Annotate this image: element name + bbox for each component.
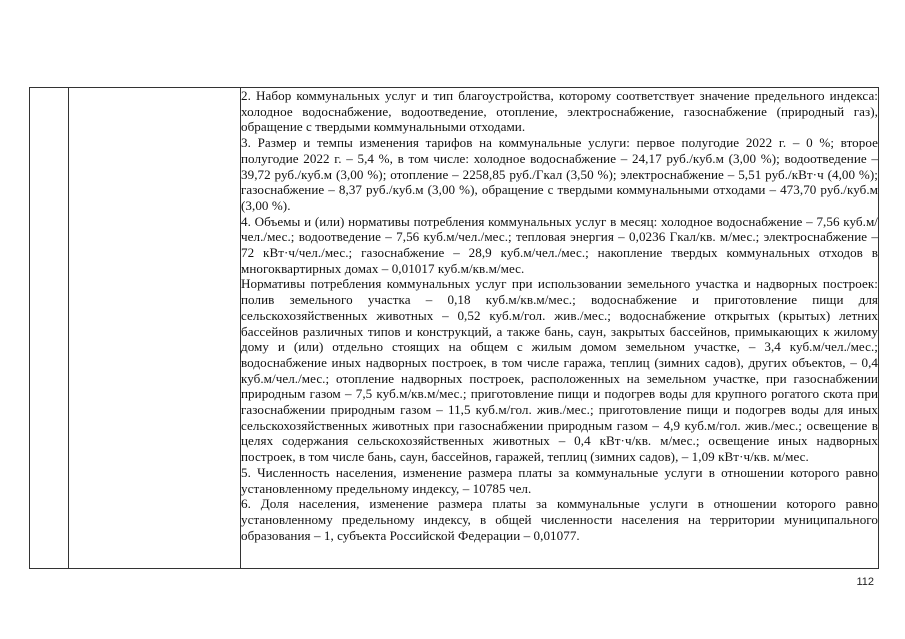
table-row [30, 88, 879, 569]
table-cell-content [241, 88, 879, 569]
paragraph-utility-set: 2. Набор коммунальных услуг и тип благоустройства, которому соответствует значение предельного индекса: холодное водоснабжение, водоотведение, отопление, электроснабжение, газоснабжение (природный газ), обращение с твердыми коммунальными отходами. [241, 88, 878, 135]
content-table [29, 87, 879, 569]
table-cell-number [30, 88, 69, 569]
paragraph-population-count: 5. Численность населения, изменение размера платы за коммунальные услуги в отношении которого равно установленному предельному индексу, – 10785 чел. [241, 464, 878, 496]
paragraph-population-share: 6. Доля населения, изменение размера платы за коммунальные услуги в отношении которого равно установленному предельному индексу, в общей численности населения на территории муниципального образования – 1, субъекта Российской Федерации – 0,01077. [241, 496, 878, 543]
paragraph-land-plot-norms: Нормативы потребления коммунальных услуг при использовании земельного участка и надворных построек: полив земельного участка – 0,18 куб.м/кв.м/мес.; водоснабжение и приготовление пищи для сельскохозяйственных животных – 0,52 куб.м/гол. жив./мес.; водоснабжение открытых (крытых) летних бассейнов различных типов и конструкций, а также бань, саун, закрытых бассейнов, примыкающих к жилому дому и (или) отдельно стоящих на общем с жилым домом земельном участке, – 3,4 куб.м/чел./мес.; водоснабжение иных надворных построек, в том числе гаража, теплиц (зимних садов), других объектов, – 0,4 куб.м/чел./мес.; отопление надворных построек, расположенных на земельном участке, при газоснабжении природным газом – 7,5 куб.м/кв.м/мес.; приготовление пищи и подогрев воды для крупного рогатого скота при газоснабжении природным газом – 11,5 куб.м/гол. жив./мес.; приготовление пищи и подогрев воды для иных сельскохозяйственных животных при газоснабжении природным газом – 4,9 куб.м/гол. жив./мес.; освещение в целях содержания сельскохозяйственных животных – 0,4 кВт·ч/кв. м/мес.; освещение иных надворных построек, в том числе бань, саун, бассейнов, гаражей, теплиц (зимних садов), – 1,09 кВт·ч/кв. м/мес. [241, 276, 878, 465]
table-cell-name [69, 88, 241, 569]
paragraph-tariffs: 3. Размер и темпы изменения тарифов на коммунальные услуги: первое полугодие 2022 г. – 0 %; второе полугодие 2022 г. – 5,4 %, в том числе: холодное водоснабжение – 24,17 руб./куб.м (3,00 %); водоотведение – 39,72 руб./куб.м (3,00 %); отопление – 2258,85 руб./Гкал (3,50 %); электроснабжение – 5,51 руб./кВт·ч (4,00 %); газоснабжение – 8,37 руб./куб.м (3,00 %), обращение с твердыми коммунальными отходами – 473,70 руб./куб.м (3,00 %). [241, 135, 878, 213]
paragraph-consumption-volumes: 4. Объемы и (или) нормативы потребления коммунальных услуг в месяц: холодное водоснабжение – 7,56 куб.м/чел./мес.; водоотведение – 7,56 куб.м/чел./мес.; тепловая энергия – 0,0236 Гкал/кв. м/мес.; электроснабжение – 72 кВт·ч/чел./мес.; газоснабжение – 28,9 куб.м/чел./мес.; накопление твердых коммунальных отходов в многоквартирных домах – 0,01017 куб.м/кв.м/мес. [241, 213, 878, 276]
page-number: 112 [856, 576, 874, 588]
